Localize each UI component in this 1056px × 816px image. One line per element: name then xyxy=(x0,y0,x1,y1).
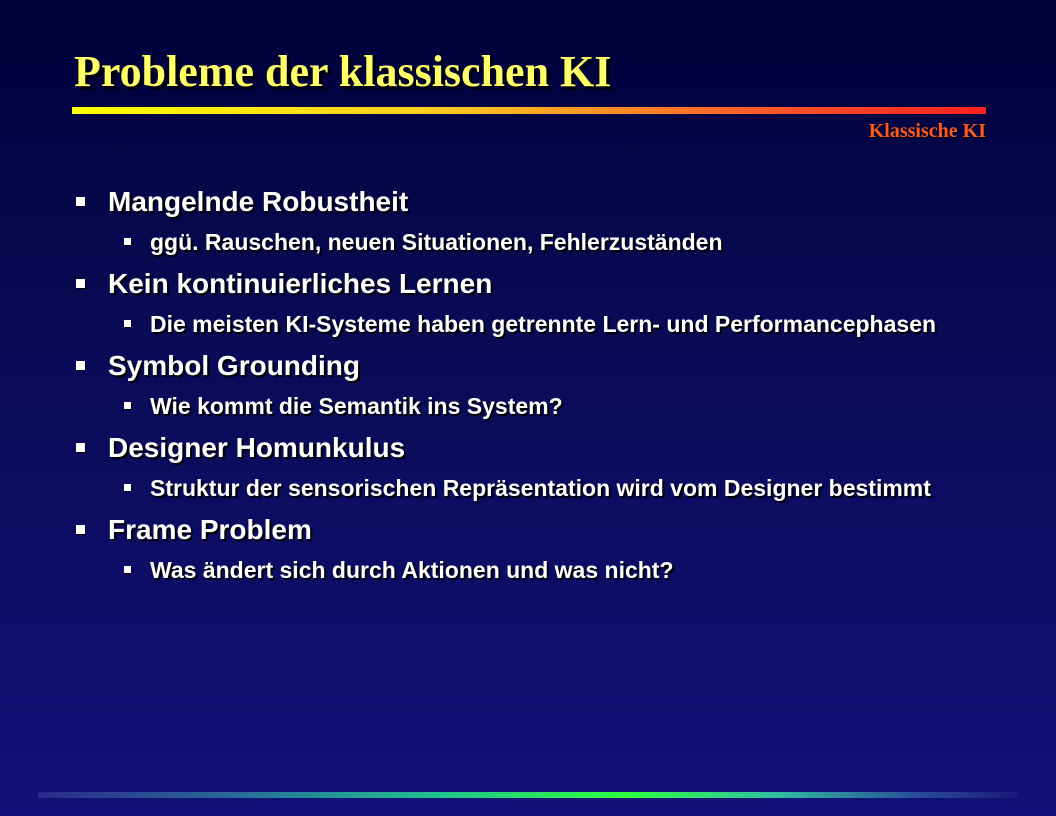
sub-bullet-label: ggü. Rauschen, neuen Situationen, Fehlerzuständen xyxy=(150,229,723,255)
title-underline xyxy=(72,107,986,114)
bullet-point-label: Kein kontinuierliches Lernen xyxy=(108,268,493,299)
square-bullet-icon xyxy=(124,402,131,409)
bullet-point xyxy=(74,266,974,338)
square-bullet-icon xyxy=(124,320,131,327)
sub-bullet-label: Was ändert sich durch Aktionen und was nicht? xyxy=(150,557,674,583)
bullet-list xyxy=(74,184,974,594)
sub-bullet-label: Die meisten KI-Systeme haben getrennte Lern- und Performancephasen xyxy=(150,311,937,337)
sub-bullet-list xyxy=(108,556,974,584)
square-bullet-icon xyxy=(76,279,85,288)
bullet-point xyxy=(74,184,974,256)
section-label: Klassische KI xyxy=(868,120,986,142)
bullet-point-label: Frame Problem xyxy=(108,514,312,545)
square-bullet-icon xyxy=(124,484,131,491)
footer-gradient-bar xyxy=(38,792,1018,798)
slide-title: Probleme der klassischen KI xyxy=(74,47,612,96)
sub-bullet-label: Struktur der sensorischen Repräsentation wird vom Designer bestimmt xyxy=(150,475,931,501)
bullet-point xyxy=(74,348,974,420)
sub-bullet-point xyxy=(108,310,974,338)
sub-bullet-point xyxy=(108,228,974,256)
bullet-point-label: Mangelnde Robustheit xyxy=(108,186,409,217)
bullet-point xyxy=(74,512,974,584)
square-bullet-icon xyxy=(124,238,131,245)
sub-bullet-point xyxy=(108,556,974,584)
square-bullet-icon xyxy=(76,525,85,534)
square-bullet-icon xyxy=(76,197,85,206)
bullet-point xyxy=(74,430,974,502)
square-bullet-icon xyxy=(124,566,131,573)
square-bullet-icon xyxy=(76,361,85,370)
bullet-point-label: Symbol Grounding xyxy=(108,350,360,381)
bullet-point-label: Designer Homunkulus xyxy=(108,432,406,463)
sub-bullet-list xyxy=(108,310,974,338)
sub-bullet-list xyxy=(108,228,974,256)
sub-bullet-list xyxy=(108,474,974,502)
sub-bullet-point xyxy=(108,392,974,420)
sub-bullet-label: Wie kommt die Semantik ins System? xyxy=(150,393,563,419)
sub-bullet-list xyxy=(108,392,974,420)
sub-bullet-point xyxy=(108,474,974,502)
square-bullet-icon xyxy=(76,443,85,452)
